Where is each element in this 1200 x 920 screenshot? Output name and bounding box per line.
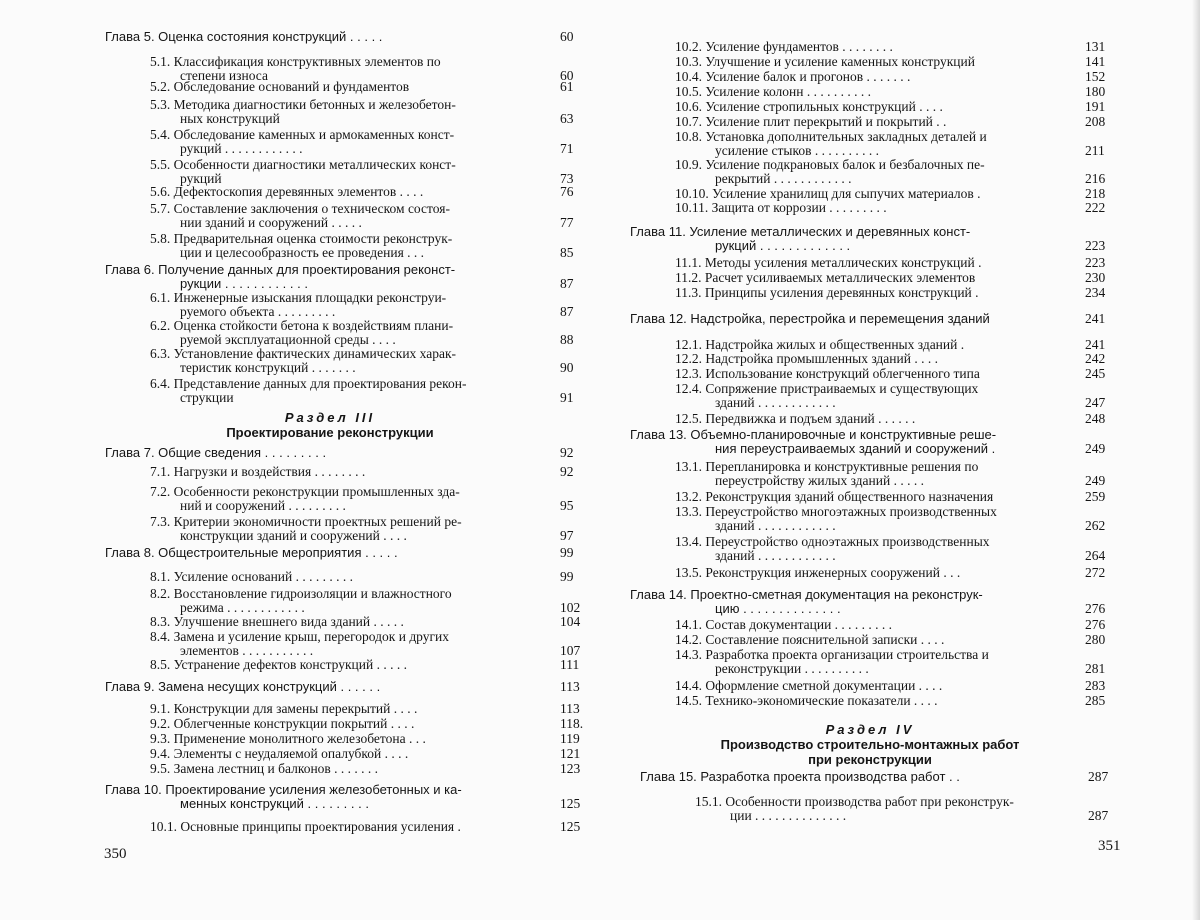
toc-entry-text: цию . . . . . . . . . . . . . . (715, 601, 841, 616)
toc-page-number: 87 (560, 304, 574, 319)
toc-page-number: 113 (560, 679, 580, 694)
section-title: Проектирование реконструкции (226, 425, 434, 440)
toc-page-number: 245 (1085, 366, 1106, 381)
toc-page-number: 92 (560, 445, 574, 460)
toc-entry-text: Глава 10. Проектирование усиления железобетонных и ка- (105, 782, 462, 797)
toc-entry-text: 10.4. Усиление балок и прогонов . . . . . . . (675, 69, 911, 84)
toc-entry-text: 10.9. Усиление подкрановых балок и безбалочных пе- (675, 157, 985, 172)
toc-page-number: 118. (560, 716, 584, 731)
toc-page-number: 249 (1085, 441, 1106, 456)
toc-entry-text: 10.6. Усиление стропильных конструкций . . . . (675, 99, 943, 114)
toc-page-number: 99 (560, 569, 574, 584)
toc-entry-text: зданий . . . . . . . . . . . . (715, 518, 836, 533)
toc-page-number: 247 (1085, 395, 1106, 410)
toc-page-number: 287 (1088, 808, 1109, 823)
toc-entry-text: 10.1. Основные принципы проектирования усиления . (150, 819, 461, 834)
toc-page-number: 121 (560, 746, 581, 761)
toc-page-number: 99 (560, 545, 574, 560)
toc-entry-text: руемого объекта . . . . . . . . . (180, 304, 336, 319)
toc-entry-text: 5.1. Классификация конструктивных элементов по (150, 54, 441, 69)
toc-page-number: 60 (560, 68, 574, 83)
toc-entry-text: зданий . . . . . . . . . . . . (715, 395, 836, 410)
toc-entry-text: степени износа (180, 68, 268, 83)
toc-page-number: 262 (1085, 518, 1106, 533)
toc-page-number: 223 (1085, 255, 1106, 270)
toc-entry-text: 10.2. Усиление фундаментов . . . . . . . . (675, 39, 893, 54)
page-edge-shadow (1192, 0, 1200, 920)
toc-entry-text: 12.3. Использование конструкций облегченного типа (675, 366, 980, 381)
toc-page-number: 248 (1085, 411, 1106, 426)
toc-entry-text: ний и сооружений . . . . . . . . . (180, 498, 346, 513)
toc-entry-text: 8.3. Улучшение внешнего вида зданий . . . . . (150, 614, 404, 629)
toc-page-number: 90 (560, 360, 574, 375)
toc-entry-text: рекрытий . . . . . . . . . . . . (715, 171, 852, 186)
toc-page-number: 259 (1085, 489, 1106, 504)
toc-entry-text: 8.2. Восстановление гидроизоляции и влажностного (150, 586, 452, 601)
toc-entry-text: переустройству жилых зданий . . . . . (715, 473, 924, 488)
toc-page-number: 242 (1085, 351, 1106, 366)
toc-page-number: 283 (1085, 678, 1106, 693)
toc-entry-text: 6.4. Представление данных для проектирования рекон- (150, 376, 467, 391)
toc-page-number: 119 (560, 731, 580, 746)
toc-entry-text: менных конструкций . . . . . . . . . (180, 796, 369, 811)
toc-entry-text: реконструкции . . . . . . . . . . (715, 661, 869, 676)
toc-entry-text: 10.11. Защита от коррозии . . . . . . . . . (675, 200, 887, 215)
toc-entry-text: 13.4. Переустройство одноэтажных производственных (675, 534, 990, 549)
toc-page-number: 123 (560, 761, 581, 776)
toc-page-number: 222 (1085, 200, 1106, 215)
section-heading-block (160, 410, 500, 440)
page-number: 351 (1098, 838, 1121, 854)
toc-page-number: 152 (1085, 69, 1106, 84)
toc-page-number: 180 (1085, 84, 1106, 99)
toc-page-number: 61 (560, 79, 574, 94)
toc-entry-text: рукций . . . . . . . . . . . . . (715, 238, 851, 253)
toc-page-number: 191 (1085, 99, 1106, 114)
toc-entry-text: 6.1. Инженерные изыскания площадки реконструи- (150, 290, 447, 305)
toc-entry-text: рукций (180, 171, 222, 186)
toc-page-number: 111 (560, 657, 580, 672)
toc-entry-text: 9.5. Замена лестниц и балконов . . . . . . . (150, 761, 379, 776)
page-number: 350 (104, 846, 127, 862)
toc-entry-text: струкции (180, 390, 234, 405)
toc-entry-text: Глава 8. Общестроительные мероприятия . . . . . (105, 545, 398, 560)
toc-page-number: 216 (1085, 171, 1106, 186)
toc-page-number: 241 (1085, 337, 1106, 352)
toc-entry-text: 10.8. Установка дополнительных закладных деталей и (675, 129, 987, 144)
toc-page-number: 276 (1085, 601, 1106, 616)
toc-entry-text: 9.4. Элементы с неудаляемой опалубкой . . . . (150, 746, 409, 761)
toc-page-number: 211 (1085, 143, 1105, 158)
toc-entry-text: 11.1. Методы усиления металлических конструкций . (675, 255, 982, 270)
toc-page-number: 113 (560, 701, 580, 716)
toc-page-number: 230 (1085, 270, 1106, 285)
toc-page-number: 92 (560, 464, 574, 479)
toc-entry-text: 8.4. Замена и усиление крыш, перегородок и других (150, 629, 450, 644)
toc-entry-text: конструкции зданий и сооружений . . . . (180, 528, 407, 543)
toc-entry-text: 9.1. Конструкции для замены перекрытий . . . . (150, 701, 418, 716)
toc-entry-text: 6.2. Оценка стойкости бетона к воздействиям плани- (150, 318, 454, 333)
toc-entry-text: 13.3. Переустройство многоэтажных производственных (675, 504, 997, 519)
toc-entry-text: 10.5. Усиление колонн . . . . . . . . . . (675, 84, 871, 99)
toc-page-number: 125 (560, 796, 581, 811)
toc-entry-text: 5.4. Обследование каменных и армокаменных конст- (150, 127, 455, 142)
toc-page-number: 107 (560, 643, 581, 658)
toc-entry-text: 13.5. Реконструкция инженерных сооружений . . . (675, 565, 961, 580)
toc-entry-text: 12.2. Надстройка промышленных зданий . . . . (675, 351, 938, 366)
toc-entry-text: 15.1. Особенности производства работ при реконструк- (695, 794, 1014, 809)
toc-page-number: 76 (560, 184, 574, 199)
toc-page-number: 141 (1085, 54, 1106, 69)
toc-entry-text: 7.3. Критерии экономичности проектных решений ре- (150, 514, 462, 529)
toc-entry-text: Глава 12. Надстройка, перестройка и перемещения зданий (630, 311, 990, 326)
section-title-2: при реконструкции (808, 752, 932, 767)
toc-entry-text: рукции . . . . . . . . . . . . (180, 276, 308, 291)
toc-entry-text: зданий . . . . . . . . . . . . (715, 548, 836, 563)
toc-page-number: 87 (560, 276, 574, 291)
right-page (600, 0, 1200, 920)
toc-entry-text: Глава 5. Оценка состояния конструкций . . . . . (105, 29, 383, 44)
toc-entry-text: 5.8. Предварительная оценка стоимости реконструк- (150, 231, 453, 246)
toc-entry-text: 14.5. Технико-экономические показатели . . . . (675, 693, 938, 708)
toc-entry-text: Глава 15. Разработка проекта производства работ . . (640, 769, 960, 784)
toc-entry-text: Глава 9. Замена несущих конструкций . . . . . . (105, 679, 381, 694)
toc-page-number: 241 (1085, 311, 1106, 326)
toc-entry-text: 14.3. Разработка проекта организации строительства и (675, 647, 989, 662)
toc-page-number: 131 (1085, 39, 1106, 54)
toc-entry-text: элементов . . . . . . . . . . . (180, 643, 314, 658)
toc-page-number: 85 (560, 245, 574, 260)
toc-entry-text: 10.3. Улучшение и усиление каменных конструкций (675, 54, 975, 69)
toc-entry-text: 14.1. Состав документации . . . . . . . . . (675, 617, 893, 632)
toc-entry-text: 13.1. Перепланировка и конструктивные решения по (675, 459, 979, 474)
toc-entry-text: ных конструкций (180, 111, 280, 126)
toc-entry-text: 5.3. Методика диагностики бетонных и железобетон- (150, 97, 456, 112)
toc-entry-text: Глава 11. Усиление металлических и деревянных конст- (630, 224, 971, 239)
toc-entry-text: 12.4. Сопряжение пристраиваемых и существующих (675, 381, 979, 396)
toc-entry-text: 14.2. Составление пояснительной записки . . . . (675, 632, 945, 647)
toc-page-number: 63 (560, 111, 574, 126)
toc-entry-text: 10.7. Усиление плит перекрытий и покрытий . . (675, 114, 947, 129)
toc-entry-text: 5.5. Особенности диагностики металлических конст- (150, 157, 456, 172)
toc-entry-text: 11.3. Принципы усиления деревянных конструкций . (675, 285, 979, 300)
toc-entry-text: усиление стыков . . . . . . . . . . (715, 143, 879, 158)
toc-entry-text: Глава 7. Общие сведения . . . . . . . . . (105, 445, 327, 460)
toc-page-number: 73 (560, 171, 574, 186)
toc-page-number: 60 (560, 29, 574, 44)
toc-entry-text: 6.3. Установление фактических динамических харак- (150, 346, 457, 361)
toc-page-number: 272 (1085, 565, 1106, 580)
toc-entry-text: нии зданий и сооружений . . . . . (180, 215, 362, 230)
toc-entry-text: 10.10. Усиление хранилищ для сыпучих материалов . (675, 186, 981, 201)
toc-entry-text: руемой эксплуатационной среды . . . . (180, 332, 396, 347)
toc-entry-text: 8.1. Усиление оснований . . . . . . . . . (150, 569, 353, 584)
toc-entry-text: ции и целесообразность ее проведения . . . (180, 245, 425, 260)
toc-entry-text: ния переустраиваемых зданий и сооружений . (715, 441, 996, 456)
toc-page-number: 91 (560, 390, 574, 405)
section-heading: Раздел IV (825, 722, 915, 737)
toc-page-number: 77 (560, 215, 574, 230)
toc-page-number: 264 (1085, 548, 1106, 563)
toc-entry-text: Глава 13. Объемно-планировочные и конструктивные реше- (630, 427, 997, 442)
toc-page-number: 102 (560, 600, 581, 615)
toc-entry-text: 12.5. Передвижка и подъем зданий . . . . . . (675, 411, 916, 426)
toc-page-number: 97 (560, 528, 574, 543)
toc-entry-text: 11.2. Расчет усиливаемых металлических элементов (675, 270, 976, 285)
toc-entry-text: Глава 14. Проектно-сметная документация на реконструк- (630, 587, 983, 602)
toc-entry-text: 5.6. Дефектоскопия деревянных элементов . . . . (150, 184, 424, 199)
toc-page-number: 287 (1088, 769, 1109, 784)
toc-entry-text: 9.2. Облегченные конструкции покрытий . . . . (150, 716, 415, 731)
toc-page-number: 234 (1085, 285, 1106, 300)
toc-entry-text: Глава 6. Получение данных для проектирования реконст- (105, 262, 456, 277)
toc-page-number: 104 (560, 614, 581, 629)
toc-page-number: 95 (560, 498, 574, 513)
section-title: Производство строительно-монтажных работ (720, 737, 1020, 752)
toc-page-number: 280 (1085, 632, 1106, 647)
toc-page-number: 281 (1085, 661, 1106, 676)
toc-page-number: 208 (1085, 114, 1106, 129)
toc-page-number: 218 (1085, 186, 1106, 201)
toc-entry-text: рукций . . . . . . . . . . . . (180, 141, 303, 156)
toc-entry-text: 5.7. Составление заключения о техническом состоя- (150, 201, 450, 216)
toc-page-number: 71 (560, 141, 574, 156)
toc-entry-text: 14.4. Оформление сметной документации . . . . (675, 678, 943, 693)
toc-entry-text: 8.5. Устранение дефектов конструкций . . . . . (150, 657, 407, 672)
section-heading: Раздел III (284, 410, 376, 425)
section-heading-block (690, 722, 1050, 767)
toc-entry-text: 13.2. Реконструкция зданий общественного назначения (675, 489, 994, 504)
toc-page-number: 249 (1085, 473, 1106, 488)
toc-entry-text: 9.3. Применение монолитного железобетона . . . (150, 731, 426, 746)
toc-page-number: 125 (560, 819, 581, 834)
toc-page-number: 88 (560, 332, 574, 347)
toc-entry-text: 7.1. Нагрузки и воздействия . . . . . . . . (150, 464, 366, 479)
toc-entry-text: 5.2. Обследование оснований и фундаментов (150, 79, 410, 94)
toc-entry-text: теристик конструкций . . . . . . . (180, 360, 356, 375)
toc-page-number: 285 (1085, 693, 1106, 708)
toc-entry-text: 12.1. Надстройка жилых и общественных зданий . (675, 337, 965, 352)
toc-entry-text: ции . . . . . . . . . . . . . . (730, 808, 847, 823)
toc-page-number: 276 (1085, 617, 1106, 632)
toc-page-number: 223 (1085, 238, 1106, 253)
toc-entry-text: 7.2. Особенности реконструкции промышленных зда- (150, 484, 460, 499)
toc-entry-text: режима . . . . . . . . . . . . (180, 600, 305, 615)
